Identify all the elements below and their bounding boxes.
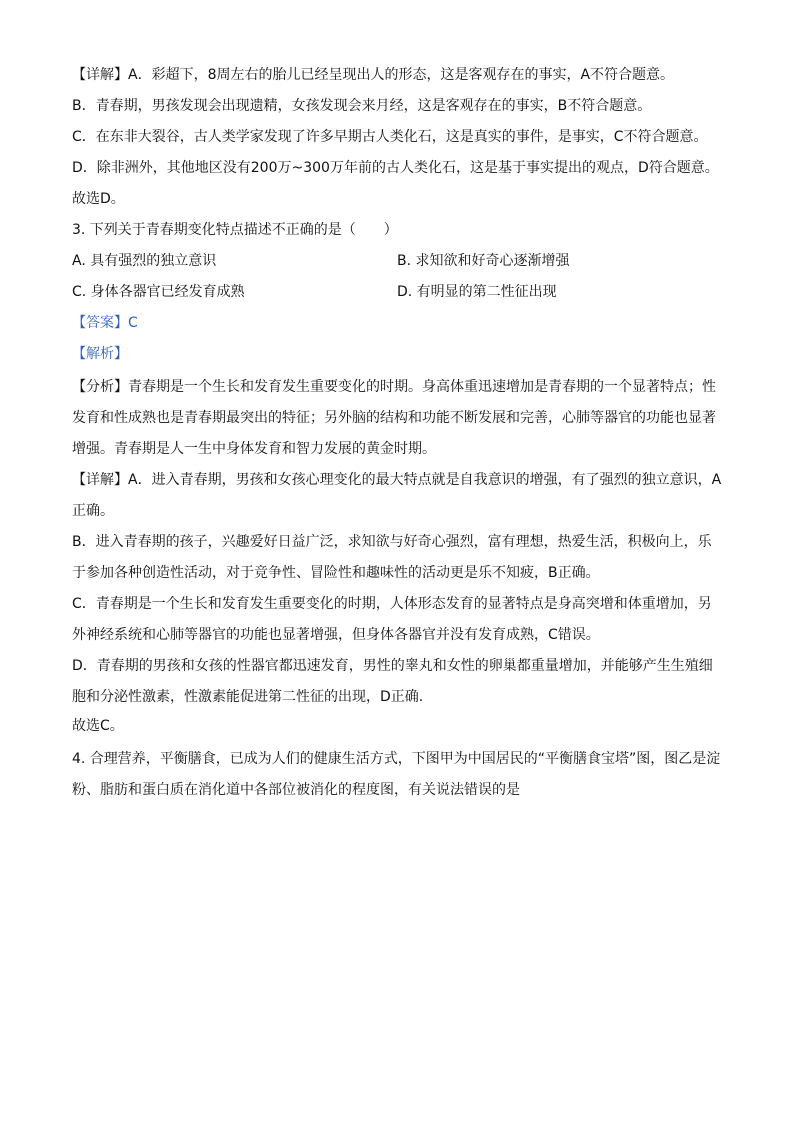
q3-answer: 【答案】C — [72, 315, 138, 331]
q2-detail-a: 【详解】A．彩超下，8周左右的胎儿已经呈现出人的形态，这是客观存在的事实，A不符合题意。 — [72, 67, 675, 83]
q3-option-a: A. 具有强烈的独立意识 — [72, 253, 217, 269]
q2-detail-d: D．除非洲外，其他地区没有200万~300万年前的古人类化石，这是基于事实提出的观点，D符合题意。 — [72, 160, 719, 176]
q3-analysis-label: 【解析】 — [72, 346, 128, 362]
document-page — [72, 62, 722, 806]
q3-detail-d: D．青春期的男孩和女孩的性器官都迅速发育，男性的睾丸和女性的卵巢都重量增加，并能够产生生殖细胞和分泌性激素，性激素能促进第二性征的出现，D正确. — [72, 658, 713, 705]
q3-option-d: D. 有明显的第二性征出现 — [397, 284, 557, 300]
q3-options-row-2 — [72, 279, 722, 310]
q3-detail-a: 【详解】A．进入青春期，男孩和女孩心理变化的最大特点就是自我意识的增强，有了强烈的独立意识，A正确。 — [72, 472, 722, 519]
q2-choice: 故选D。 — [72, 191, 125, 207]
q4-stem: 4. 合理营养，平衡膳食，已成为人们的健康生活方式，下图甲为中国居民的“平衡膳食宝塔”图，图乙是淀粉、脂肪和蛋白质在消化道中各部位被消化的程度图，有关说法错误的是 — [72, 751, 721, 798]
q3-choice: 故选C。 — [72, 718, 124, 734]
q3-detail-b: B．进入青春期的孩子，兴趣爱好日益广泛，求知欲与好奇心强烈，富有理想，热爱生活，积极向上，乐于参加各种创造性活动，对于竞争性、冒险性和趣味性的活动更是乐不知疲，B正确。 — [72, 534, 712, 581]
q3-detail-c: C．青春期是一个生长和发育发生重要变化的时期，人体形态发育的显著特点是身高突增和体重增加，另外神经系统和心肺等器官的功能也显著增强，但身体各器官并没有发育成熟，C错误。 — [72, 596, 712, 643]
q3-option-b: B. 求知欲和好奇心逐渐增强 — [397, 253, 570, 269]
q2-detail-c: C．在东非大裂谷，古人类学家发现了许多早期古人类化石，这是真实的事件，是事实，C不符合题意。 — [72, 129, 708, 145]
q3-options-row-1 — [72, 248, 722, 279]
q2-detail-b: B．青春期，男孩发现会出现遗精，女孩发现会来月经，这是客观存在的事实，B不符合题意。 — [72, 98, 652, 114]
q3-option-c: C. 身体各器官已经发育成熟 — [72, 284, 245, 300]
q3-stem: 3. 下列关于青春期变化特点描述不正确的是（ ） — [72, 222, 398, 238]
q3-analysis: 【分析】青春期是一个生长和发育发生重要变化的时期。身高体重迅速增加是青春期的一个显著特点；性发育和性成熟也是青春期最突出的特征；另外脑的结构和功能不断发展和完善，心肺等器官的功能也显著增强。青春期是人一生中身体发育和智力发展的黄金时期。 — [72, 379, 716, 457]
